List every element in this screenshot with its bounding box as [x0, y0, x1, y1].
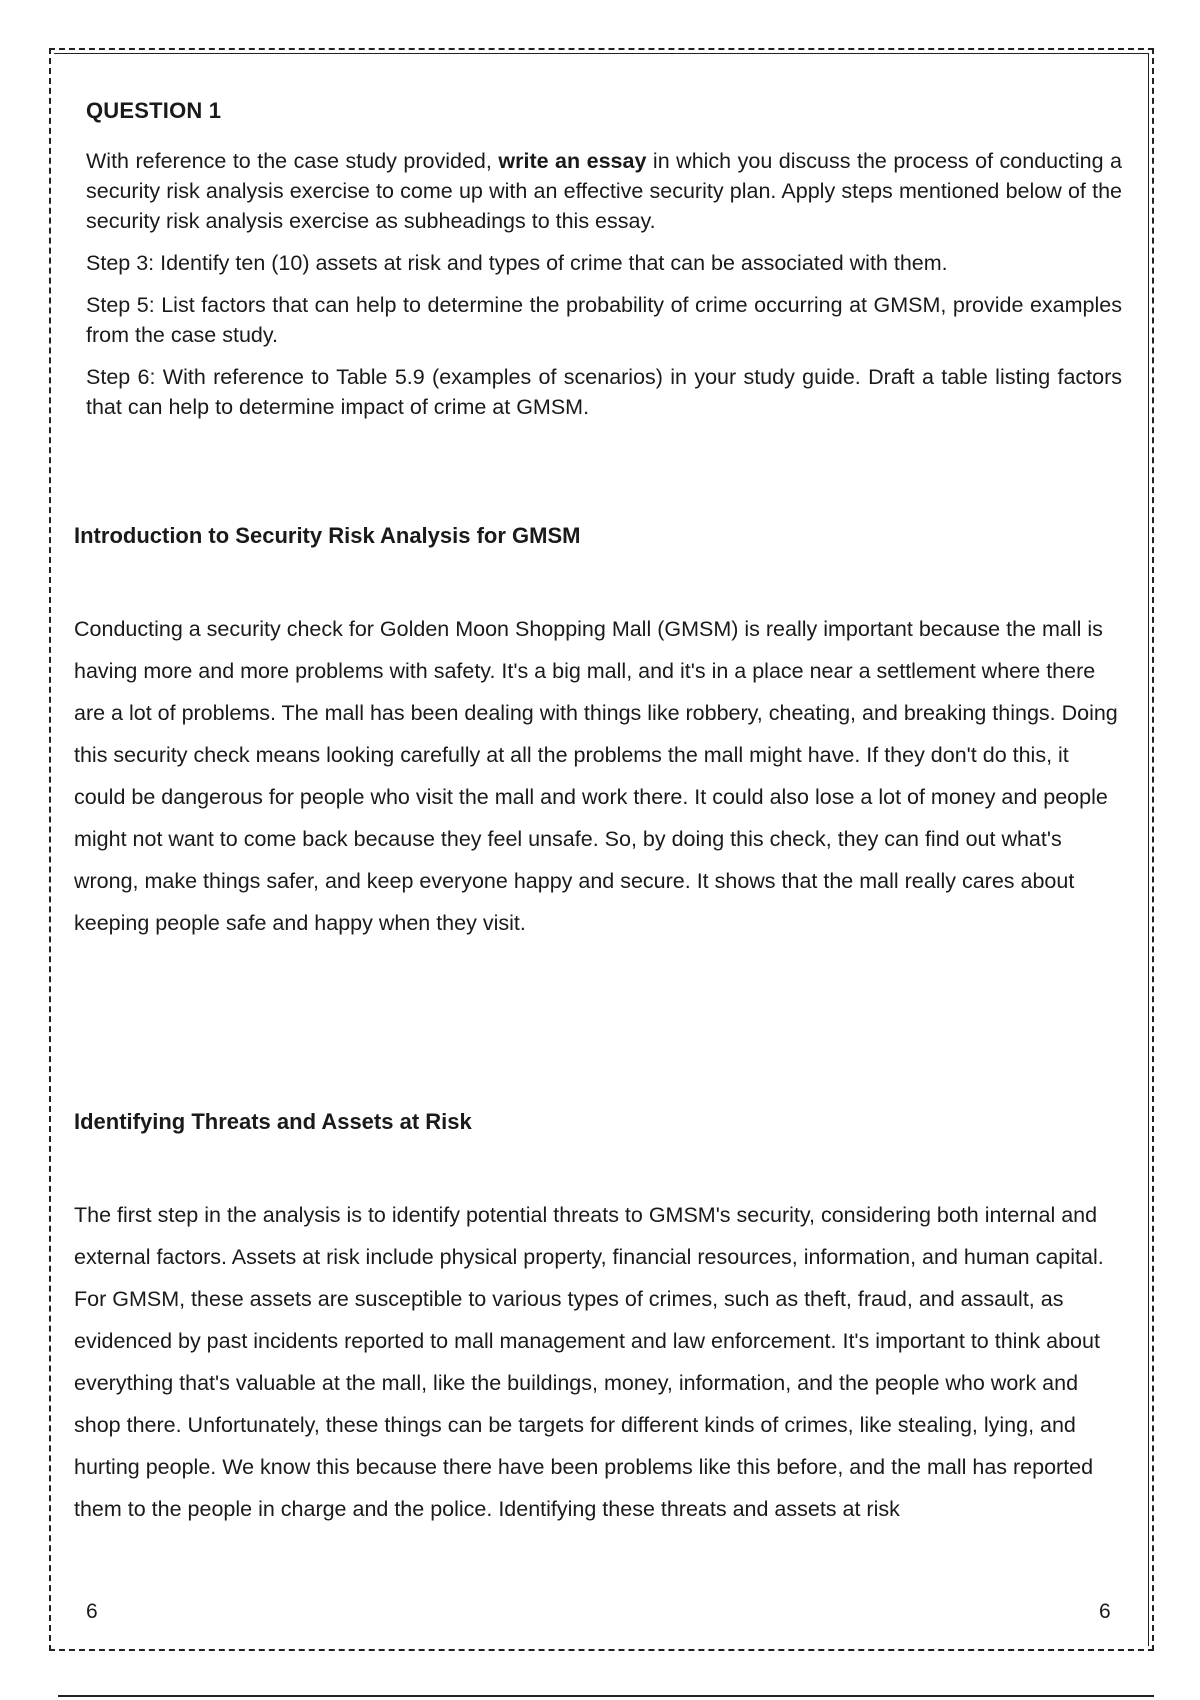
question-title: QUESTION 1 — [86, 98, 222, 123]
threats-paragraph: The first step in the analysis is to identify potential threats to GMSM's security, considering both internal and external factors. Assets at risk include physical property, financial resources, information, and human capital. For GMSM, these assets are susceptible to various types of crimes, such as theft, fraud, and assault, as evidenced by past incidents reported to mall management and law enforcement. It's important to think about everything that's valuable at the mall, like the buildings, money, information, and the people who work and shop there. Unfortunately, these things can be targets for different kinds of crimes, like stealing, lying, and hurting people. We know this because there have been problems like this before, and the mall has reported them to the people in charge and the police. Identifying these threats and assets at risk — [74, 1203, 1104, 1521]
question-intro-emphasis: write an essay — [498, 149, 647, 173]
intro-heading: Introduction to Security Risk Analysis for GMSM — [74, 523, 581, 548]
question-step-3: Step 3: Identify ten (10) assets at risk and types of crime that can be associated with them. — [86, 251, 948, 275]
intro-paragraph: Conducting a security check for Golden Moon Shopping Mall (GMSM) is really important because the mall is having more and more problems with safety. It's a big mall, and it's in a place near a settlement where there are a lot of problems. The mall has been dealing with things like robbery, cheating, and breaking things. Doing this security check means looking carefully at all the problems the mall might have. If they don't do this, it could be dangerous for people who visit the mall and work there. It could also lose a lot of money and people might not want to come back because they feel unsafe. So, by doing this check, they can find out what's wrong, make things safer, and keep everyone happy and secure. It shows that the mall really cares about keeping people safe and happy when they visit. — [74, 617, 1118, 935]
question-intro-text: With reference to the case study provided, — [86, 149, 499, 173]
threats-heading: Identifying Threats and Assets at Risk — [74, 1109, 472, 1134]
bottom-divider — [58, 1695, 1154, 1697]
page-number-left: 6 — [86, 1600, 98, 1623]
question-block — [86, 98, 1122, 434]
question-step-6: Step 6: With reference to Table 5.9 (examples of scenarios) in your study guide. Draft a table listing factors that can help to determine impact of crime at GMSM. — [86, 365, 1122, 419]
question-intro-text-end: in which you discuss the process of conducting a security risk analysis exercise to come up with an effective security plan. Apply steps mentioned below of the security risk analysis exercise as subheadings to this essay. — [86, 149, 1123, 233]
question-step-5: Step 5: List factors that can help to determine the probability of crime occurring at GMSM, provide examples from the case study. — [86, 293, 1122, 347]
page-number-right: 6 — [1099, 1600, 1111, 1623]
question-intro — [86, 146, 1122, 236]
